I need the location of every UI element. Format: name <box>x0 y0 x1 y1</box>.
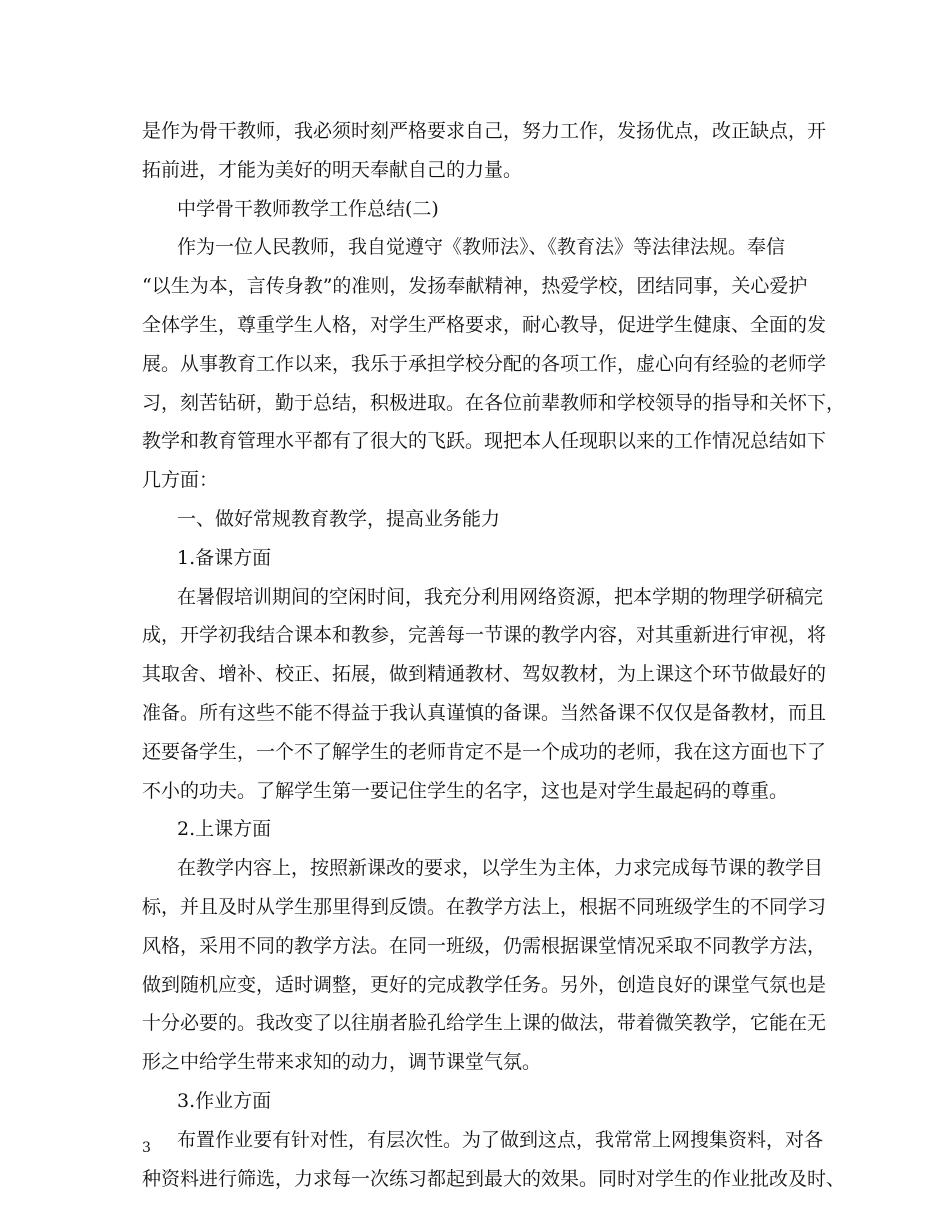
text-line: 标，并且及时从学生那里得到反馈。在教学方法上，根据不同班级学生的不同学习 <box>142 895 827 918</box>
text-line: 布置作业要有针对性，有层次性。为了做到这点，我常常上网搜集资料，对各 <box>177 1128 824 1151</box>
text-line: “以生为本，言传身教”的准则，发扬奉献精神，热爱学校，团结同事，关心爱护 <box>142 275 808 298</box>
text-line: 全体学生，尊重学生人格，对学生严格要求，耐心教导，促进学生健康、全面的发 <box>142 313 827 336</box>
text-line: 其取舍、增补、校正、拓展，做到精通教材、驾奴教材，为上课这个环节做最好的 <box>142 663 827 686</box>
text-line: 拓前进，才能为美好的明天奉献自己的力量。 <box>142 158 523 181</box>
page-number: 3 <box>142 1140 151 1156</box>
text-line: 还要备学生，一个不了解学生的老师肯定不是一个成功的老师，我在这方面也下了 <box>142 740 827 763</box>
text-line: 展。从事教育工作以来，我乐于承担学校分配的各项工作，虚心向有经验的老师学 <box>142 352 827 375</box>
text-line: 3.作业方面 <box>177 1089 272 1112</box>
document-body <box>142 112 846 1198</box>
text-line: 在暑假培训期间的空闲时间，我充分利用网络资源，把本学期的物理学研稿完 <box>177 585 824 608</box>
text-line: 形之中给学生带来求知的动力，调节课堂气氛。 <box>142 1051 542 1074</box>
text-line: 在教学内容上，按照新课改的要求，以学生为主体，力求完成每节课的教学目 <box>177 857 824 880</box>
text-line: 准备。所有这些不能不得益于我认真谨慎的备课。当然备课不仅仅是备教材，而且 <box>142 701 827 724</box>
text-line: 教学和教育管理水平都有了很大的飞跃。现把本人任现职以来的工作情况总结如下 <box>142 430 827 453</box>
text-line: 作为一位人民教师，我自觉遵守《教师法》、《教育法》等法律法规。奉信 <box>177 236 786 259</box>
text-line: 成，开学初我结合课本和教参，完善每一节课的教学内容，对其重新进行审视，将 <box>142 624 827 647</box>
text-line: 几方面： <box>142 469 219 492</box>
text-line: 一、做好常规教育教学，提高业务能力 <box>177 507 501 530</box>
text-line: 做到随机应变，适时调整，更好的完成教学任务。另外，创造良好的课堂气氛也是 <box>142 973 827 996</box>
text-line: 风格，采用不同的教学方法。在同一班级，仍需根据课堂情况采取不同教学方法， <box>142 934 827 957</box>
text-line: 是作为骨干教师，我必须时刻严格要求自己，努力工作，发扬优点，改正缺点，开 <box>142 120 827 142</box>
text-line: 种资料进行筛选，力求每一次练习都起到最大的效果。同时对学生的作业批改及时、 <box>142 1167 846 1190</box>
text-line: 1.备课方面 <box>177 546 272 569</box>
text-line: 十分必要的。我改变了以往崩者脸孔给学生上课的做法，带着微笑教学，它能在无 <box>142 1012 827 1035</box>
text-line: 不小的功夫。了解学生第一要记住学生的名字，这也是对学生最起码的尊重。 <box>142 779 789 802</box>
text-line: 中学骨干教师教学工作总结(二) <box>177 197 439 220</box>
text-line: 习，刻苦钻研，勤于总结，积极进取。在各位前辈教师和学校领导的指导和关怀下， <box>142 391 846 414</box>
text-line: 2.上课方面 <box>177 818 272 841</box>
